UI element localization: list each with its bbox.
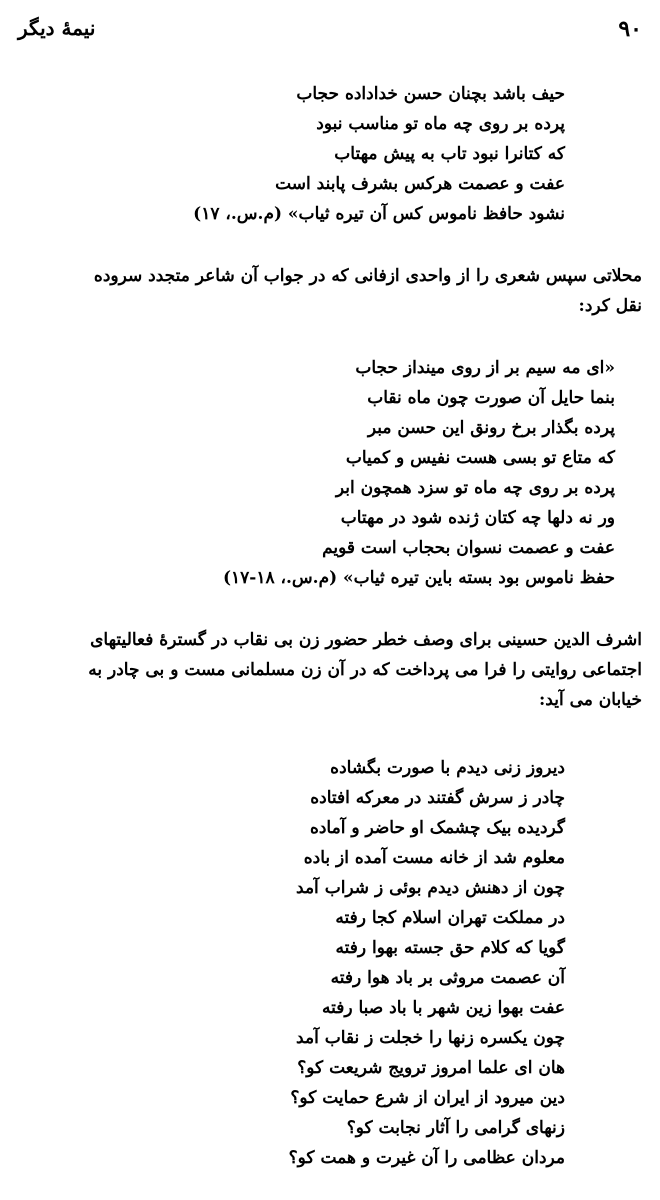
- paragraph2-line: اجتماعی روایتی را فرا می پرداخت که در آن زن مسلمانی مست و بی چادر به: [88, 660, 642, 680]
- poem1-line: نشود حافظ ناموس کس آن تیره ثیاب» (م.س.، ۱۷): [193, 204, 565, 224]
- poem3-line: زنهای گرامی را آثار نجابت کو؟: [346, 1118, 565, 1138]
- poem2-line: پرده بر روی چه ماه تو سزد همچون ابر: [335, 478, 615, 498]
- poem2-line: بنما حایل آن صورت چون ماه نقاب: [367, 388, 615, 408]
- poem3-line: دیروز زنی دیدم با صورت بگشاده: [330, 758, 565, 778]
- poem3-line: گردیده بیک چشمک او حاضر و آماده: [309, 818, 565, 838]
- poem2-line: ور نه دلها چه کتان ژنده شود در مهتاب: [340, 508, 615, 528]
- poem3-line: گویا که کلام حق جسته بهوا رفته: [335, 938, 565, 958]
- poem3-line: عفت بهوا زین شهر با باد صبا رفته: [322, 998, 565, 1018]
- poem1-line: عفت و عصمت هرکس بشرف پابند است: [275, 174, 565, 194]
- running-title: نیمهٔ دیگر: [18, 16, 96, 40]
- poem2-line: حفظ ناموس بود بسته باین تیره ثیاب» (م.س.، ۱۸-۱۷): [222, 568, 615, 588]
- paragraph1-line: نقل کرد:: [578, 296, 642, 316]
- poem1-line: پرده بر روی چه ماه تو مناسب نبود: [316, 114, 565, 134]
- poem3-line: چون از دهنش دیدم بوئی ز شراب آمد: [296, 878, 565, 898]
- poem1-line: که کتانرا نبود تاب به پیش مهتاب: [334, 144, 565, 164]
- poem3-line: معلوم شد از خانه مست آمده از باده: [303, 848, 565, 868]
- poem3-line: چون یکسره زنها را خجلت ز نقاب آمد: [296, 1028, 565, 1048]
- poem3-line: مردان عظامی را آن غیرت و همت کو؟: [288, 1148, 565, 1168]
- poem2-line: عفت و عصمت نسوان بحجاب است قویم: [322, 538, 615, 558]
- poem3-line: دین میرود از ایران از شرع حمایت کو؟: [290, 1088, 565, 1108]
- page-number: ۹۰: [618, 16, 642, 42]
- poem1-line: حیف باشد بچنان حسن خداداده حجاب: [296, 84, 565, 104]
- poem3-line: هان ای علما امروز ترویج شریعت کو؟: [297, 1058, 565, 1078]
- paragraph2-line: اشرف الدین حسینی برای وصف خطر حضور زن بی نقاب در گسترهٔ فعالیتهای: [90, 630, 642, 650]
- poem2-line: «ای مه سیم بر از روی مینداز حجاب: [355, 358, 615, 378]
- poem2-line: که متاع تو بسی هست نفیس و کمیاب: [345, 448, 615, 468]
- poem3-line: آن عصمت مروثی بر باد هوا رفته: [330, 968, 565, 988]
- paragraph1-line: محلاتی سپس شعری را از واحدی ازفانی که در جواب آن شاعر متجدد سروده: [93, 266, 642, 286]
- paragraph2-line: خیابان می آید:: [539, 690, 642, 710]
- poem3-line: چادر ز سرش گفتند در معرکه افتاده: [310, 788, 565, 808]
- page-header: [18, 16, 642, 50]
- poem3-line: در مملکت تهران اسلام کجا رفته: [335, 908, 565, 928]
- poem2-line: پرده بگذار برخ رونق این حسن مبر: [367, 418, 615, 438]
